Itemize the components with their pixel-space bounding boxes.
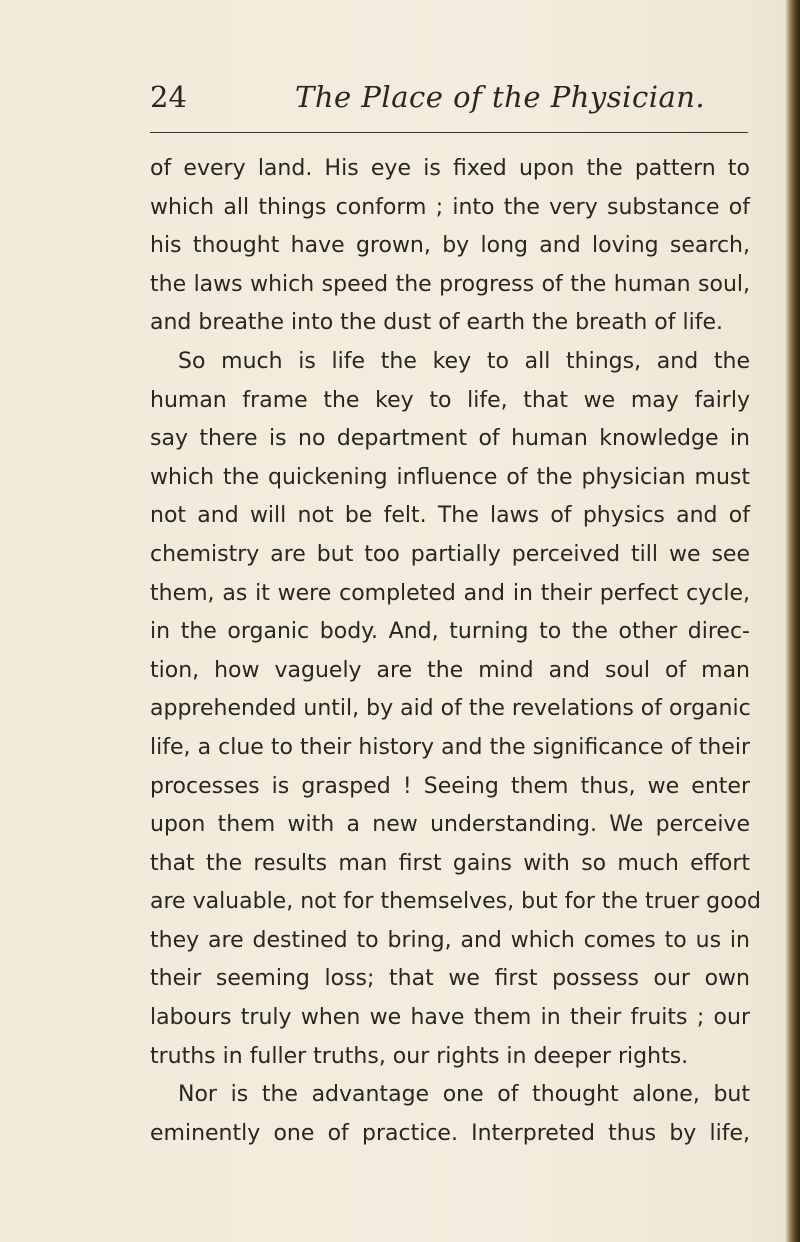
text-line: of every land. His eye is fixed upon the pattern to [150,156,750,181]
running-title: The Place of the Physician. [295,80,706,114]
text-line: labours truly when we have them in their fruits ; our [150,1005,750,1031]
body-text [150,150,762,1153]
text-line: which the quickening influence of the physician must [150,464,750,490]
text-line: their seeming loss; that we first possess our own [150,966,750,992]
text-line: eminently one of practice. Interpreted thus by life, [150,1120,750,1146]
binding-edge [786,0,800,1242]
text-line: in the organic body. And, turning to the other direc- [150,619,750,645]
text-line: Nor is the advantage one of thought alone, but [178,1082,750,1108]
text-line: not and will not be felt. The laws of physics and of [150,503,750,529]
text-line: they are destined to bring, and which comes to us in [150,927,750,953]
text-line: that the results man first gains with so much effort [150,850,750,876]
text-line: his thought have grown, by long and loving search, [150,233,750,259]
text-line: human frame the key to life, that we may fairly [150,387,750,413]
text-line: apprehended until, by aid of the revelations of organic [150,696,751,722]
text-line: life, a clue to their history and the significance of their [150,734,750,760]
text-line: and breathe into the dust of earth the breath of life. [150,310,723,336]
text-line: truths in fuller truths, our rights in deeper rights. [150,1043,689,1069]
page-number: 24 [150,80,187,114]
text-line: So much is life the key to all things, and the [178,348,750,374]
text-line: which all things conform ; into the very substance of [150,194,750,220]
text-line: them, as it were completed and in their perfect cycle, [150,580,750,606]
text-line: are valuable, not for themselves, but for the truer good [150,889,762,915]
text-line: upon them with a new understanding. We perceive [150,812,750,838]
text-line: say there is no department of human knowledge in [150,426,750,452]
text-line: processes is grasped ! Seeing them thus, we enter [150,773,750,799]
text-line: tion, how vaguely are the mind and soul of man [150,657,750,683]
running-head [150,80,750,124]
text-line: chemistry are but too partially perceived till we see [150,541,750,567]
header-rule [150,132,748,133]
text-line: the laws which speed the progress of the human soul, [150,271,750,297]
